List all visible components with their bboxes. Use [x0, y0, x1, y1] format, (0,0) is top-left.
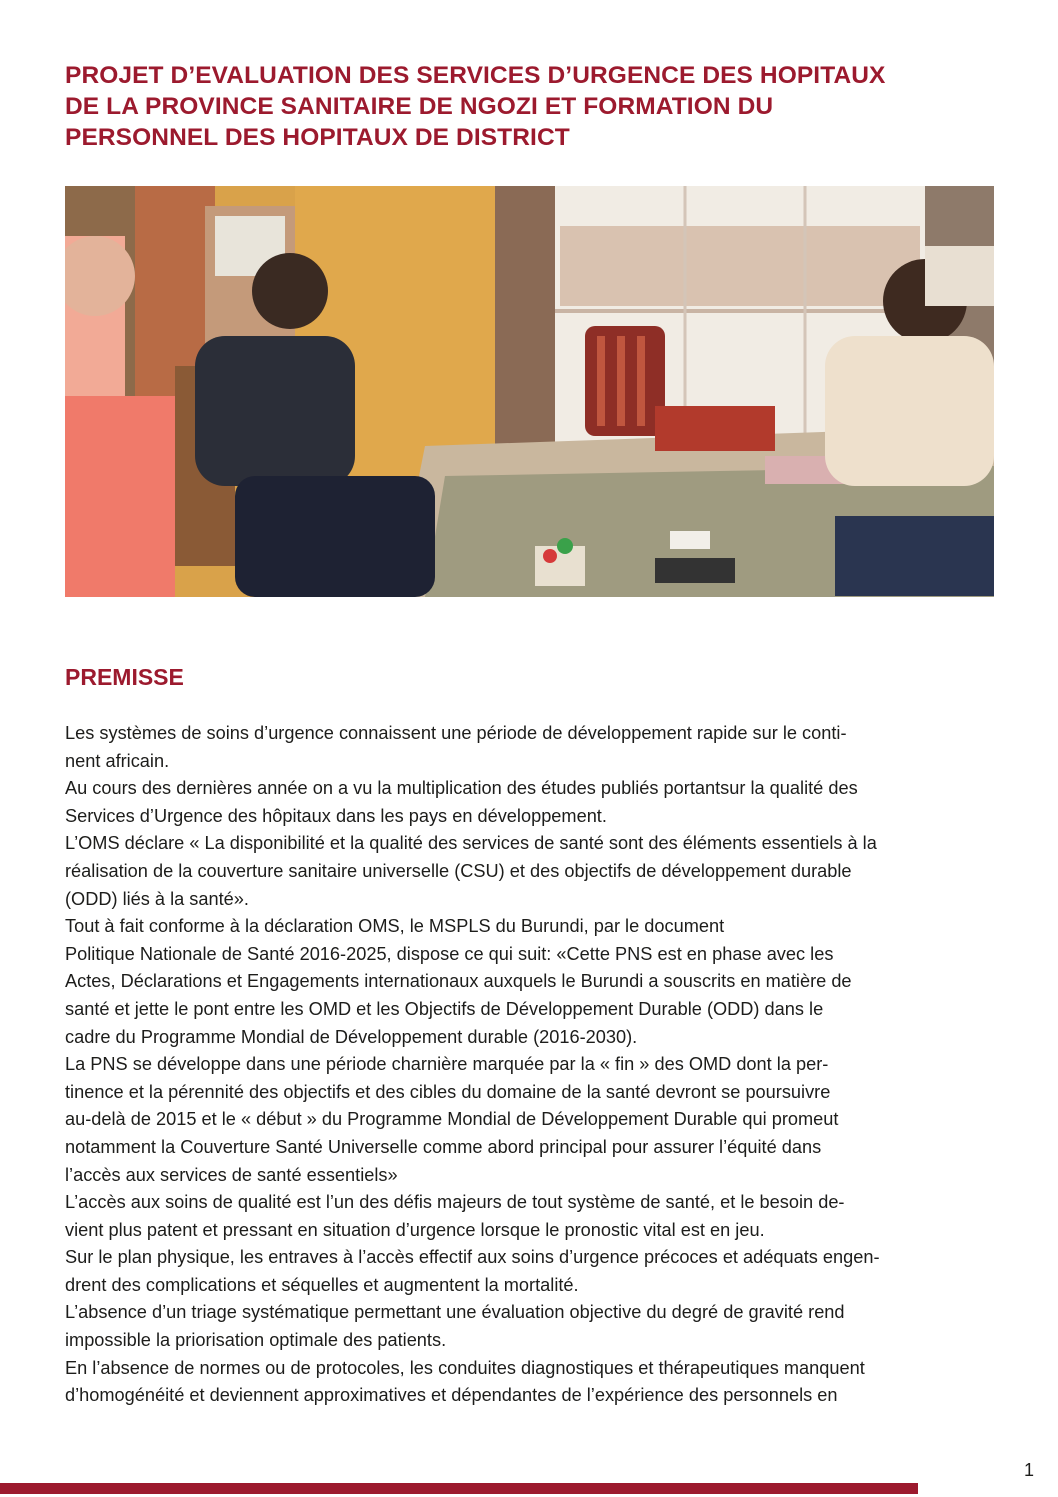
body-line: Actes, Déclarations et Engagements internationaux auxquels le Burundi a souscrits en matière de: [65, 971, 852, 992]
body-line: La PNS se développe dans une période charnière marquée par la « fin » des OMD dont la per-: [65, 1054, 829, 1075]
body-line: tinence et la pérennité des objectifs et des cibles du domaine de la santé devront se poursuivre: [65, 1081, 831, 1102]
section-heading: PREMISSE: [65, 664, 184, 690]
title-line-1: PROJET D’EVALUATION DES SERVICES D’URGENCE DES HOPITAUX: [65, 62, 886, 89]
meeting-photo: [65, 186, 994, 597]
title-line-2: DE LA PROVINCE SANITAIRE DE NGOZI ET FORMATION DU: [65, 93, 774, 120]
body-line: L’OMS déclare « La disponibilité et la qualité des services de santé sont des éléments essentiels à la: [65, 833, 877, 854]
body-line: impossible la priorisation optimale des patients.: [65, 1330, 447, 1351]
body-line: cadre du Programme Mondial de Développement durable (2016-2030).: [65, 1026, 638, 1047]
body-line: En l’absence de normes ou de protocoles, les conduites diagnostiques et thérapeutiques manquent: [65, 1357, 865, 1378]
body-line: nent africain.: [65, 750, 170, 771]
body-line: notamment la Couverture Santé Universelle comme abord principal pour assurer l’équité dans: [65, 1136, 822, 1157]
body-line: (ODD) liés à la santé».: [65, 888, 249, 909]
body-line: au-delà de 2015 et le « début » du Programme Mondial de Développement Durable qui promeut: [65, 1109, 839, 1130]
body-line: l’accès aux services de santé essentiels»: [65, 1164, 398, 1185]
body-line: d’homogénéité et deviennent approximatives et dépendantes de l’expérience des personnels en: [65, 1385, 838, 1406]
body-line: Services d’Urgence des hôpitaux dans les pays en développement.: [65, 805, 607, 826]
body-line: L’absence d’un triage systématique permettant une évaluation objective du degré de gravité rend: [65, 1302, 845, 1323]
body-line: L’accès aux soins de qualité est l’un des défis majeurs de tout système de santé, et le besoin de-: [65, 1192, 845, 1213]
title-line-3: PERSONNEL DES HOPITAUX DE DISTRICT: [65, 124, 570, 151]
body-line: Au cours des dernières année on a vu la multiplication des études publiés portantsur la qualité des: [65, 778, 858, 799]
body-line: Tout à fait conforme à la déclaration OMS, le MSPLS du Burundi, par le document: [65, 916, 725, 937]
body-line: drent des complications et séquelles et augmentent la mortalité.: [65, 1274, 579, 1295]
meeting-photo-illustration: [65, 186, 994, 597]
footer-accent-bar: [0, 1483, 918, 1494]
body-line: Sur le plan physique, les entraves à l’accès effectif aux soins d’urgence précoces et adéquats engen-: [65, 1247, 880, 1268]
body-line: vient plus patent et pressant en situation d’urgence lorsque le pronostic vital est en jeu.: [65, 1219, 765, 1240]
body-line: Les systèmes de soins d’urgence connaissent une période de développement rapide sur le conti-: [65, 723, 847, 743]
body-line: Politique Nationale de Santé 2016-2025, dispose ce qui suit: «Cette PNS est en phase avec les: [65, 943, 834, 964]
page-number: 1: [1024, 1460, 1035, 1480]
page-title: [65, 60, 1005, 153]
body-line: santé et jette le pont entre les OMD et les Objectifs de Développement Durable (ODD) dans le: [65, 998, 824, 1019]
body-line: réalisation de la couverture sanitaire universelle (CSU) et des objectifs de développement durable: [65, 860, 852, 881]
body-text: [65, 720, 997, 1410]
